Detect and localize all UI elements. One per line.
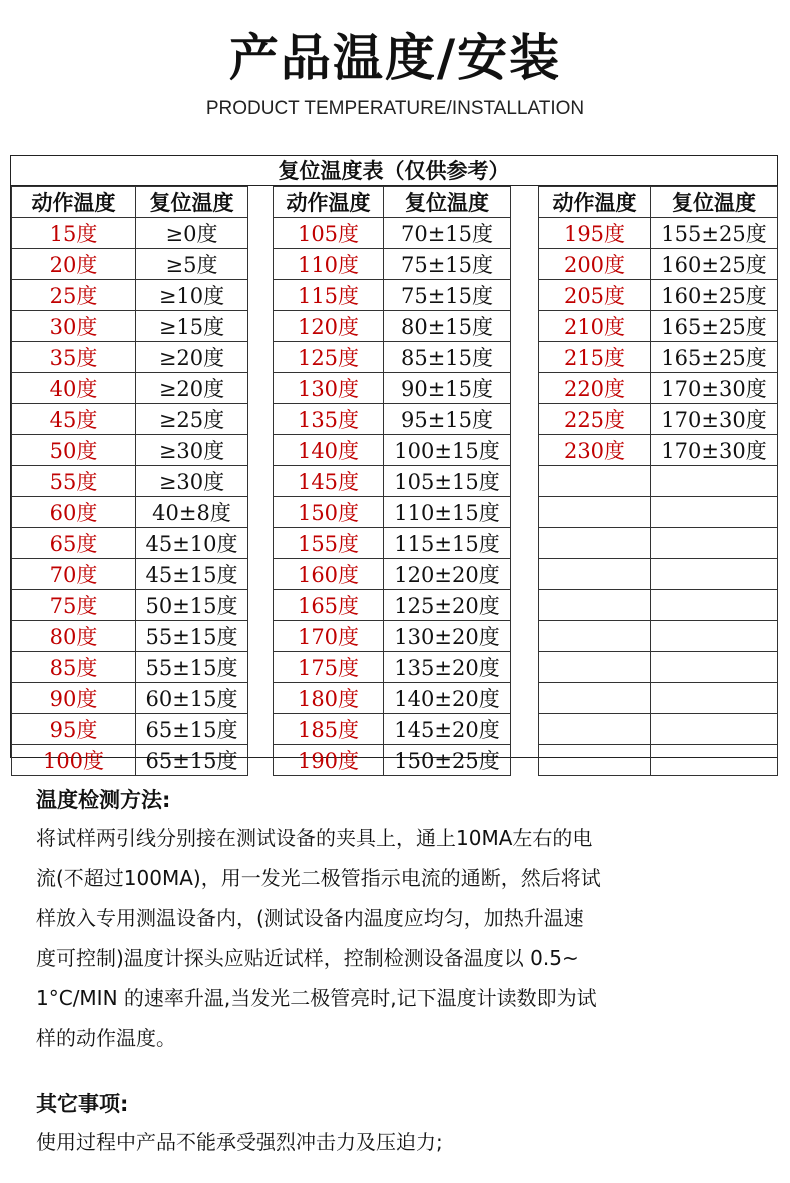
table-row [274, 621, 511, 652]
table-row [539, 621, 778, 652]
reset-temperature-cell: 55±15度 [136, 652, 248, 683]
reset-temperature-cell: 165±25度 [651, 342, 778, 373]
action-temperature-cell: 165度 [274, 590, 384, 621]
method-line: 度可控制)温度计探头应贴近试样，控制检测设备温度以 0.5~ [36, 946, 579, 970]
reset-temperature-cell: 170±30度 [651, 435, 778, 466]
table-row [12, 559, 248, 590]
table-row [12, 621, 248, 652]
reset-temperature-cell: ≥30度 [136, 466, 248, 497]
action-temperature-cell: 115度 [274, 280, 384, 311]
action-temperature-cell: 125度 [274, 342, 384, 373]
action-temperature-cell: 205度 [539, 280, 651, 311]
table-row [539, 435, 778, 466]
table-row [12, 683, 248, 714]
reset-temperature-cell [651, 745, 778, 776]
reset-temperature-cell: 105±15度 [384, 466, 511, 497]
reset-temperature-cell: 45±10度 [136, 528, 248, 559]
table-row [274, 435, 511, 466]
action-temperature-cell: 230度 [539, 435, 651, 466]
table-row [12, 404, 248, 435]
column-header-reset: 复位温度 [651, 187, 778, 218]
table-row [539, 652, 778, 683]
method-body [36, 818, 726, 1058]
page-subtitle: PRODUCT TEMPERATURE/INSTALLATION [205, 98, 585, 119]
table-row [539, 404, 778, 435]
action-temperature-cell: 80度 [12, 621, 136, 652]
reset-temperature-cell: 115±15度 [384, 528, 511, 559]
action-temperature-cell [539, 528, 651, 559]
table-row [539, 745, 778, 776]
method-line: 流(不超过100MA)，用一发光二极管指示电流的通断，然后将试 [36, 866, 601, 890]
reset-temperature-cell: ≥0度 [136, 218, 248, 249]
reset-temperature-cell: ≥20度 [136, 342, 248, 373]
reset-temperature-cell: ≥20度 [136, 373, 248, 404]
reset-temperature-cell [651, 683, 778, 714]
action-temperature-cell: 210度 [539, 311, 651, 342]
table-row [12, 373, 248, 404]
notes-body [36, 1122, 726, 1162]
method-line: 样的动作温度。 [36, 1026, 176, 1050]
reset-temperature-cell: 170±30度 [651, 373, 778, 404]
column-header-reset: 复位温度 [136, 187, 248, 218]
table-row [539, 280, 778, 311]
action-temperature-cell: 195度 [539, 218, 651, 249]
table-row [12, 528, 248, 559]
action-temperature-cell: 155度 [274, 528, 384, 559]
reset-temperature-cell: ≥5度 [136, 249, 248, 280]
action-temperature-cell [539, 559, 651, 590]
reset-temperature-cell: 170±30度 [651, 404, 778, 435]
table-row [12, 714, 248, 745]
reset-temperature-cell: 160±25度 [651, 249, 778, 280]
table-row [539, 311, 778, 342]
table-row [539, 249, 778, 280]
action-temperature-cell: 100度 [12, 745, 136, 776]
method-line: 将试样两引线分别接在测试设备的夹具上，通上10MA左右的电 [36, 826, 593, 850]
reset-temperature-cell: 55±15度 [136, 621, 248, 652]
column-header-reset: 复位温度 [384, 187, 511, 218]
reset-temperature-cell: 90±15度 [384, 373, 511, 404]
action-temperature-cell: 150度 [274, 497, 384, 528]
table-row [274, 497, 511, 528]
page-title: 产品温度/安装 [228, 29, 562, 87]
reset-temperature-cell: 120±20度 [384, 559, 511, 590]
method-heading: 温度检测方法: [36, 788, 171, 812]
action-temperature-cell: 130度 [274, 373, 384, 404]
reset-temperature-cell: 160±25度 [651, 280, 778, 311]
action-temperature-cell [539, 745, 651, 776]
action-temperature-cell: 20度 [12, 249, 136, 280]
reset-temperature-cell: 75±15度 [384, 249, 511, 280]
action-temperature-cell: 220度 [539, 373, 651, 404]
reset-temperature-cell: 150±25度 [384, 745, 511, 776]
action-temperature-cell: 45度 [12, 404, 136, 435]
action-temperature-cell [539, 590, 651, 621]
action-temperature-cell [539, 652, 651, 683]
action-temperature-cell [539, 466, 651, 497]
reset-temperature-cell: 60±15度 [136, 683, 248, 714]
reset-temperature-cell: 100±15度 [384, 435, 511, 466]
table-row [539, 528, 778, 559]
action-temperature-cell: 105度 [274, 218, 384, 249]
reset-temperature-cell [651, 497, 778, 528]
action-temperature-cell [539, 683, 651, 714]
column-header-action: 动作温度 [274, 187, 384, 218]
table-row [12, 249, 248, 280]
reset-temperature-cell: 50±15度 [136, 590, 248, 621]
table-row [539, 373, 778, 404]
table-row [12, 218, 248, 249]
action-temperature-cell: 15度 [12, 218, 136, 249]
table-row [274, 528, 511, 559]
notes-line: 使用过程中产品不能承受强烈冲击力及压迫力; [36, 1130, 443, 1154]
reset-temperature-cell: 95±15度 [384, 404, 511, 435]
action-temperature-cell: 85度 [12, 652, 136, 683]
action-temperature-cell: 170度 [274, 621, 384, 652]
action-temperature-cell: 25度 [12, 280, 136, 311]
table-row [274, 404, 511, 435]
action-temperature-cell: 90度 [12, 683, 136, 714]
table-row [274, 745, 511, 776]
table-row [12, 590, 248, 621]
reset-temperature-cell: 155±25度 [651, 218, 778, 249]
action-temperature-cell: 95度 [12, 714, 136, 745]
action-temperature-cell: 40度 [12, 373, 136, 404]
table-group-1 [11, 186, 248, 776]
reset-temperature-cell [651, 528, 778, 559]
action-temperature-cell: 120度 [274, 311, 384, 342]
action-temperature-cell [539, 714, 651, 745]
action-temperature-cell: 215度 [539, 342, 651, 373]
reset-temperature-cell: ≥15度 [136, 311, 248, 342]
reset-temperature-cell: 45±15度 [136, 559, 248, 590]
notes-heading: 其它事项: [36, 1092, 129, 1116]
reset-temperature-cell [651, 590, 778, 621]
action-temperature-cell: 200度 [539, 249, 651, 280]
reset-temperature-cell: 85±15度 [384, 342, 511, 373]
reset-temperature-cell: 130±20度 [384, 621, 511, 652]
table-row [12, 652, 248, 683]
action-temperature-cell [539, 621, 651, 652]
action-temperature-cell: 225度 [539, 404, 651, 435]
table-group-2 [273, 186, 511, 776]
action-temperature-cell: 180度 [274, 683, 384, 714]
action-temperature-cell: 75度 [12, 590, 136, 621]
reset-temperature-cell: ≥30度 [136, 435, 248, 466]
column-header-action: 动作温度 [539, 187, 651, 218]
table-row [12, 466, 248, 497]
table-row [539, 218, 778, 249]
table-row [539, 590, 778, 621]
reset-temperature-cell: 70±15度 [384, 218, 511, 249]
table-row [12, 497, 248, 528]
reset-temperature-cell: ≥25度 [136, 404, 248, 435]
reset-temperature-cell: 140±20度 [384, 683, 511, 714]
action-temperature-cell: 140度 [274, 435, 384, 466]
table-row [274, 466, 511, 497]
reset-temperature-cell: 65±15度 [136, 745, 248, 776]
table-row [539, 559, 778, 590]
method-line: 1°C/MIN 的速率升温,当发光二极管亮时,记下温度计读数即为试 [36, 986, 597, 1010]
action-temperature-cell: 145度 [274, 466, 384, 497]
reset-temperature-cell: 110±15度 [384, 497, 511, 528]
action-temperature-cell: 30度 [12, 311, 136, 342]
reset-temperature-cell: 65±15度 [136, 714, 248, 745]
action-temperature-cell: 35度 [12, 342, 136, 373]
table-row [539, 466, 778, 497]
table-row [12, 280, 248, 311]
table-group-3 [538, 186, 778, 776]
action-temperature-cell: 55度 [12, 466, 136, 497]
reset-temperature-cell [651, 621, 778, 652]
action-temperature-cell: 50度 [12, 435, 136, 466]
action-temperature-cell: 175度 [274, 652, 384, 683]
method-line: 样放入专用测温设备内，(测试设备内温度应均匀，加热升温速 [36, 906, 584, 930]
reset-temperature-cell: 40±8度 [136, 497, 248, 528]
table-row [12, 745, 248, 776]
reset-temperature-cell [651, 559, 778, 590]
table-row [274, 280, 511, 311]
table-row [274, 342, 511, 373]
action-temperature-cell: 160度 [274, 559, 384, 590]
reset-temperature-cell [651, 466, 778, 497]
action-temperature-cell: 70度 [12, 559, 136, 590]
reset-temperature-cell: 165±25度 [651, 311, 778, 342]
table-row [539, 342, 778, 373]
reset-temperature-cell: ≥10度 [136, 280, 248, 311]
action-temperature-cell: 65度 [12, 528, 136, 559]
table-row [274, 311, 511, 342]
table-row [12, 342, 248, 373]
table-row [12, 435, 248, 466]
reset-temperature-cell [651, 652, 778, 683]
reset-temperature-cell: 75±15度 [384, 280, 511, 311]
table-row [539, 497, 778, 528]
table-row [274, 683, 511, 714]
table-row [274, 714, 511, 745]
table-row [274, 373, 511, 404]
table-row [274, 218, 511, 249]
reset-temperature-cell: 125±20度 [384, 590, 511, 621]
table-row [539, 714, 778, 745]
table-row [274, 249, 511, 280]
reset-temperature-cell: 135±20度 [384, 652, 511, 683]
reset-temperature-cell [651, 714, 778, 745]
action-temperature-cell: 185度 [274, 714, 384, 745]
reset-temperature-table [10, 155, 778, 773]
table-caption: 复位温度表（仅供参考） [11, 156, 777, 186]
action-temperature-cell: 190度 [274, 745, 384, 776]
action-temperature-cell: 110度 [274, 249, 384, 280]
action-temperature-cell: 135度 [274, 404, 384, 435]
table-row [12, 311, 248, 342]
reset-temperature-cell: 80±15度 [384, 311, 511, 342]
action-temperature-cell: 60度 [12, 497, 136, 528]
table-row [274, 590, 511, 621]
reset-temperature-cell: 145±20度 [384, 714, 511, 745]
table-row [539, 683, 778, 714]
table-row [274, 652, 511, 683]
action-temperature-cell [539, 497, 651, 528]
table-row [274, 559, 511, 590]
column-header-action: 动作温度 [12, 187, 136, 218]
